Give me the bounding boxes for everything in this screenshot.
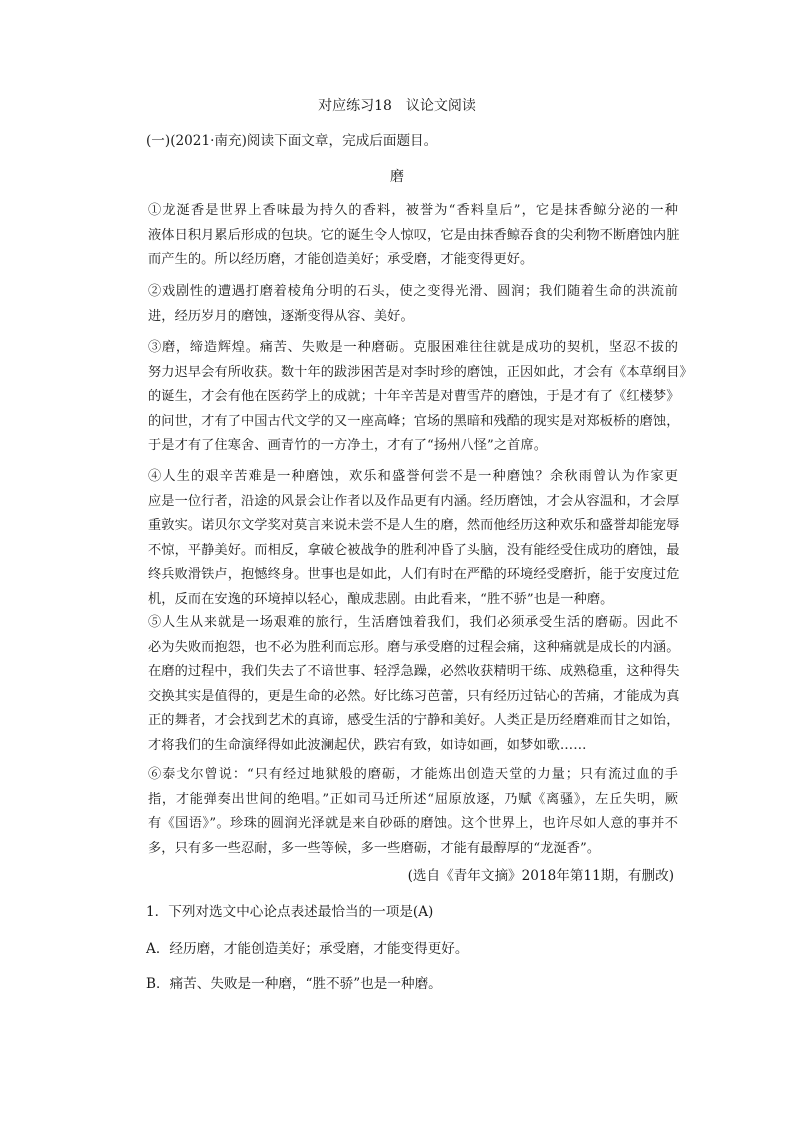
paragraph-line: 而产生的。所以经历磨，才能创造美好；承受磨，才能变得更好。 (148, 252, 534, 268)
paragraph-line: ④人生的艰辛苦难是一种磨蚀，欢乐和盛誉何尝不是一种磨蚀？余秋雨曾认为作家更 (148, 469, 678, 484)
paragraph-line: 进，经历岁月的磨蚀，逐渐变得从容、美好。 (148, 308, 414, 324)
paragraph-3 (148, 336, 693, 459)
paragraph-line: ②戏剧性的遭遇打磨着棱角分明的石头，使之变得光滑、圆润；我们随着生命的洪流前 (148, 284, 678, 299)
paragraph-line: 的诞生，才会有他在医药学上的成就；十年辛苦是对曹雪芹的磨蚀，于是才有了《红楼梦》 (148, 389, 680, 405)
paragraph-line: ⑤人生从来就是一场艰难的旅行，生活磨蚀着我们，我们必须承受生活的磨砺。因此不 (148, 615, 678, 630)
paragraph-1 (148, 199, 678, 273)
paragraph-6 (148, 763, 678, 861)
option-b: B．痛苦、失败是一种磨，“胜不骄”也是一种磨。 (146, 976, 442, 992)
paragraph-line: ③磨，缔造辉煌。痛苦、失败是一种磨砺。克服困难往往就是成功的契机，坚忍不拔的 (148, 340, 678, 355)
paragraph-line: 必为失败而抱怨，也不必为胜利而忘形。磨与承受磨的过程会痛，这种痛就是成长的内涵。 (148, 639, 680, 655)
paragraph-2 (148, 280, 678, 329)
option-a: A．经历磨，才能创造美好；承受磨，才能变得更好。 (146, 941, 469, 957)
paragraph-line: 正的舞者，才会找到艺术的真谛，感受生活的宁静和美好。人类正是历经磨难而甘之如饴， (148, 713, 680, 729)
paragraph-line: 在磨的过程中，我们失去了不谙世事、轻浮急躁，必然收获精明干练、成熟稳重，这种得失 (148, 664, 680, 680)
paragraph-line: 多，只有多一些忍耐，多一些等候，多一些磨砺，才能有最醇厚的“龙涎香”。 (148, 840, 601, 856)
source-citation: (选自《青年文摘》2018年第11期，有删改) (407, 868, 674, 884)
paragraph-4 (148, 465, 678, 613)
paragraph-5 (148, 611, 678, 759)
question-stem: 1．下列对选文中心论点表述最恰当的一项是(A) (146, 904, 434, 920)
paragraph-line: 努力迟早会有所收获。数十年的跋涉困苦是对李时珍的磨蚀，正因如此，才会有《本草纲目》 (148, 364, 693, 380)
paragraph-line: 终兵败滑铁卢，抱憾终身。世事也是如此，人们有时在严酷的环境经受磨折，能于安度过危 (148, 567, 680, 583)
page-title: 对应练习18 议论文阅读 (318, 98, 476, 114)
section-intro: (一)(2021·南充)阅读下面文章，完成后面题目。 (146, 133, 438, 149)
paragraph-line: 重敦实。诺贝尔文学奖对莫言来说未尝不是人生的磨，然而他经历这种欢乐和盛誉却能宠辱 (148, 518, 680, 534)
paragraph-line: 机，反而在安逸的环境掉以轻心，酿成悲剧。由此看来，“胜不骄”也是一种磨。 (148, 591, 614, 607)
paragraph-line: 交换其实是值得的，更是生命的必然。好比练习芭蕾，只有经历过钻心的苦痛，才能成为真 (148, 688, 680, 704)
paragraph-line: ①龙涎香是世界上香味最为持久的香料，被誉为“香料皇后”，它是抹香鲸分泌的一种 (148, 203, 678, 218)
paragraph-line: 指，才能弹奏出世间的绝唱。”正如司马迁所述“屈原放逐，乃赋《离骚》，左丘失明，厥 (148, 791, 678, 807)
paragraph-line: 的问世，才有了中国古代文学的又一座高峰；官场的黑暗和残酷的现实是对郑板桥的磨蚀， (148, 413, 680, 429)
paragraph-line: 有《国语》”。珍珠的圆润光泽就是来自砂砾的磨蚀。这个世界上，也许尽如人意的事并不 (148, 816, 678, 832)
paragraph-line: 液体日积月累后形成的包块。它的诞生令人惊叹，它是由抹香鲸吞食的尖利物不断磨蚀内脏 (148, 227, 680, 243)
paragraph-line: ⑥泰戈尔曾说：“只有经过地狱般的磨砺，才能炼出创造天堂的力量；只有流过血的手 (148, 767, 678, 782)
paragraph-line: 应是一位行者，沿途的风景会让作者以及作品更有内涵。经历磨蚀，才会从容温和，才会厚 (148, 493, 680, 509)
essay-title: 磨 (390, 169, 404, 185)
paragraph-line: 于是才有了住寒舍、画青竹的一方净土，才有了“扬州八怪”之首席。 (148, 438, 548, 454)
paragraph-line: 不惊，平静美好。而相反，拿破仑被战争的胜利冲昏了头脑，没有能经受住成功的磨蚀，最 (148, 542, 680, 558)
paragraph-line: 才将我们的生命演绎得如此波澜起伏，跌宕有致，如诗如画，如梦如歌…… (148, 737, 587, 753)
